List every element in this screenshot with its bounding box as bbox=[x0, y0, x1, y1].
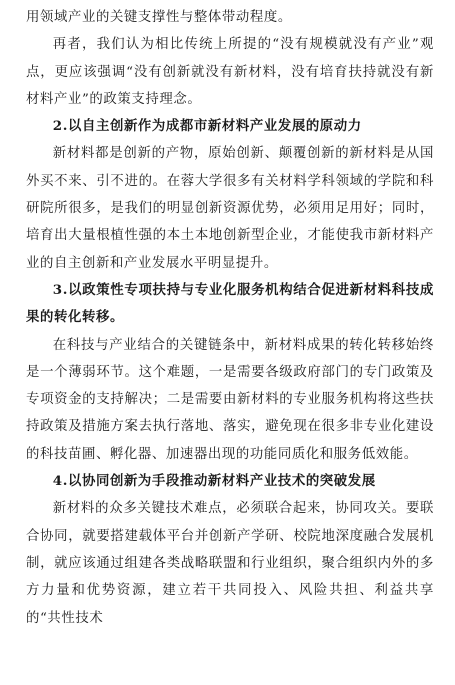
paragraph-continuation: 用领域产业的关键支撑性与整体带动程度。 bbox=[26, 10, 292, 25]
section-heading-2: 2.以自主创新作为成都市新材料产业发展的原动力 bbox=[52, 118, 362, 135]
section-heading-4: 4.以协同创新为手段推动新材料产业技术的突破发展 bbox=[52, 473, 376, 490]
paragraph-collaborative-innovation: 新材料的众多关键技术难点，必须联合起来，协同攻关。要联合协同，就要搭建载体平台并创新产学研、校院地深度融合发展机制，就应该通过组建各类战略联盟和行业组织，聚合组织内外的多方力量和优势资源，建立若干共同投入、风险共担、利益共享的“共性技术 bbox=[26, 501, 434, 626]
paragraph-achievement-transfer: 在科技与产业结合的关键链条中，新材料成果的转化转移始终是一个薄弱环节。这个难题，一是需要各级政府部门的专门政策及专项资金的支持解决；二是需要由新材料的专业服务机构将这些扶持政策及措施方案去执行落地、落实，避免现在很多非专业化建设的科技苗圃、孵化器、加速器出现的功能同质化和服务低效能。 bbox=[26, 337, 434, 462]
paragraph-policy-idea: 再者，我们认为相比传统上所提的“没有规模就没有产业”观点，更应该强调“没有创新就没有新材料，没有培育扶持就没有新材料产业”的政策支持理念。 bbox=[26, 37, 434, 107]
document-page bbox=[26, 4, 434, 632]
section-heading-3: 3.以政策性专项扶持与专业化服务机构结合促进新材料科技成果的转化转移。 bbox=[26, 281, 434, 326]
paragraph-independent-innovation: 新材料都是创新的产物，原始创新、颠覆创新的新材料是从国外买不来、引不进的。在蓉大学很多有关材料学科领域的学院和科研院所很多，是我们的明显创新资源优势，必须用足用好；同时，培育出大量根植性强的本土本地创新型企业，才能使我市新材料产业的自主创新和产业发展水平明显提升。 bbox=[26, 146, 434, 271]
